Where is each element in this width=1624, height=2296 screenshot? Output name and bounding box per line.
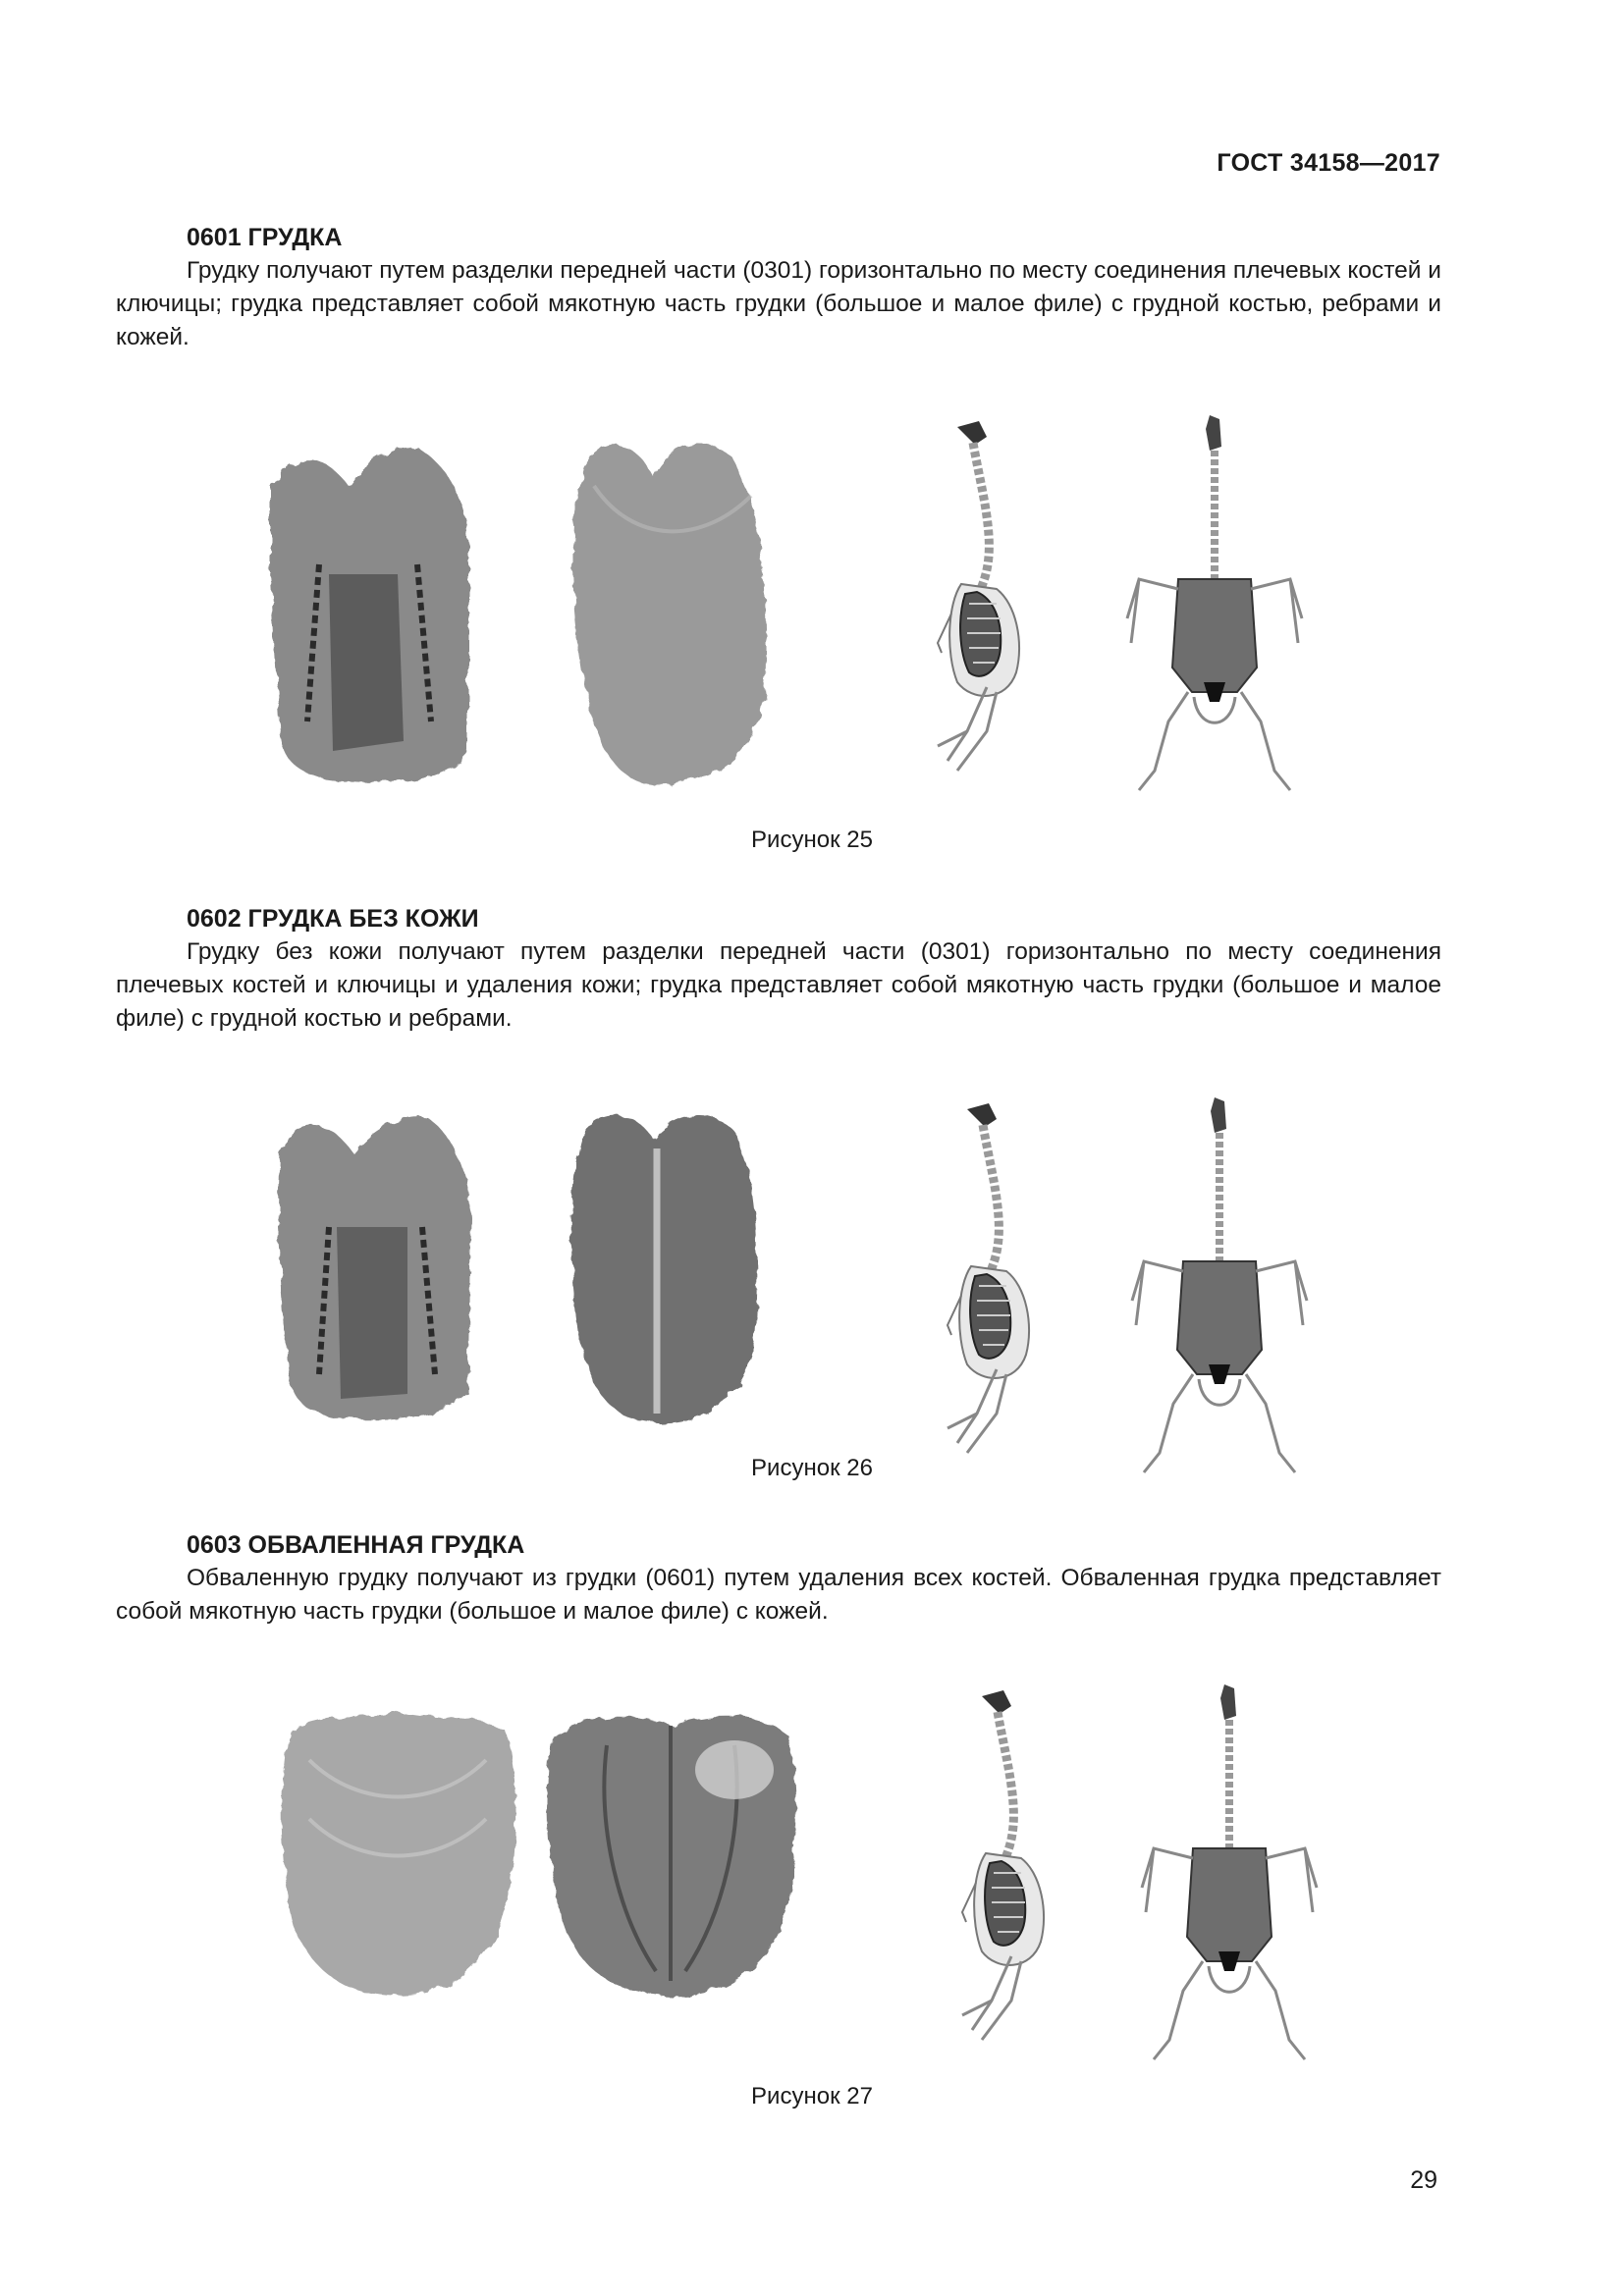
- boneless-breast-photo-skin: [270, 1701, 525, 2001]
- document-code: ГОСТ 34158—2017: [1217, 149, 1440, 177]
- page-number: 29: [1410, 2166, 1437, 2194]
- figure-caption: Рисунок 25: [751, 827, 873, 853]
- breast-photo-inner: [250, 427, 486, 795]
- section-text: Грудку без кожи получают путем разделки передней части (0301) горизонтально по месту соединения плечевых костей и ключицы и удаления кожи; грудка представляет собой мякотную часть грудки (большое и малое филе) с грудной костью и ребрами.: [116, 938, 1441, 1032]
- skeleton-front-icon: [1134, 1677, 1330, 2079]
- section-text: Грудку получают путем разделки передней части (0301) горизонтально по месту соединения плечевых костей и ключицы; грудка представляет собой мякотную часть грудки (большое и малое филе) с грудной костью, ребрами и кожей.: [116, 257, 1441, 350]
- section-0603: [116, 1531, 1441, 1629]
- section-title: 0601 ГРУДКА: [187, 224, 343, 251]
- boneless-breast-photo-inner: [538, 1696, 803, 2001]
- section-text: Обваленную грудку получают из грудки (0601) путем удаления всех костей. Обваленная грудка представляет собой мякотную часть грудки (большое и малое филе) с кожей.: [116, 1565, 1441, 1625]
- section-0602: [116, 905, 1441, 1036]
- figure-caption: Рисунок 26: [751, 1455, 873, 1481]
- section-title: 0603 ОБВАЛЕННАЯ ГРУДКА: [187, 1531, 525, 1559]
- skeleton-side-icon: [943, 1677, 1060, 2069]
- skeleton-side-icon: [928, 1090, 1046, 1482]
- section-0601: [116, 224, 1441, 354]
- section-title: 0602 ГРУДКА БЕЗ КОЖИ: [187, 905, 479, 933]
- skeleton-front-icon: [1124, 1090, 1321, 1492]
- breast-photo-skinless: [555, 1099, 766, 1428]
- figure-caption: Рисунок 27: [751, 2083, 873, 2109]
- breast-photo-inner: [260, 1099, 486, 1428]
- breast-photo-skin: [555, 427, 781, 795]
- skeleton-side-icon: [918, 407, 1036, 800]
- skeleton-front-icon: [1119, 407, 1316, 810]
